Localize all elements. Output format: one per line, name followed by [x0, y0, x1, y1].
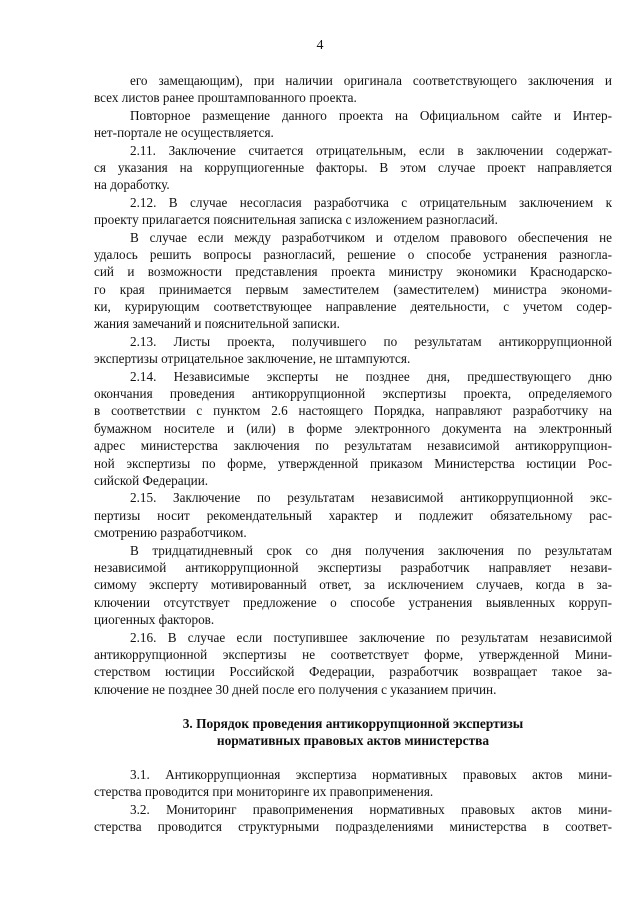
paragraph-line: симому эксперту мотивированный ответ, за исключением случаев, когда в за- — [94, 577, 612, 593]
paragraph — [94, 72, 612, 107]
paragraph-line: сий и возможности представления проекта министру экономики Краснодарско- — [94, 264, 612, 280]
paragraph-line: В случае если между разработчиком и отделом правового обеспечения не — [130, 229, 612, 245]
paragraph-line: адрес министерства заключения по результатам независимой антикоррупцион- — [94, 438, 612, 454]
paragraph-line: 2.13. Листы проекта, получившего по результатам антикоррупционной — [130, 333, 612, 349]
paragraph-line: жания замечаний и пояснительной записки. — [94, 316, 340, 332]
paragraph-line: ной экспертизы по форме, утвержденной приказом Министерства юстиции Рос- — [94, 455, 612, 471]
paragraph — [94, 629, 612, 699]
document-body — [94, 72, 612, 835]
paragraph-line: независимой антикоррупционной экспертизы разработчик направляет незави- — [94, 559, 612, 575]
paragraph-line: смотрению разработчиком. — [94, 525, 247, 541]
section-heading-line: 3. Порядок проведения антикоррупционной экспертизы — [182, 716, 524, 732]
paragraph-line: бумажном носителе и (или) в форме электронного документа на электронный — [94, 420, 612, 436]
paragraph-line: 3.2. Мониторинг правоприменения нормативных правовых актов мини- — [130, 801, 612, 817]
section-3-heading — [94, 715, 612, 750]
paragraph-line: ся указания на коррупциогенные факторы. В этом случае проект направляется — [94, 159, 612, 175]
paragraph-line: его замещающим), при наличии оригинала соответствующего заключения и — [130, 73, 612, 88]
paragraph — [94, 368, 612, 490]
paragraph-line: ключение не позднее 30 дней после его получения с указанием причин. — [94, 681, 497, 697]
paragraph-line: стерства проводится структурными подразделениями министерства в соответ- — [94, 819, 612, 835]
paragraph-line: циогенных факторов. — [94, 612, 215, 628]
paragraph-line: удалось решить вопросы разногласий, решение о способе устранения разногла- — [94, 246, 612, 262]
paragraph — [94, 194, 612, 229]
paragraph-line: стерством юстиции Российской Федерации, разработчик возвращает такое за- — [94, 664, 612, 680]
paragraph-line: ки, курирующим соответствующее направление деятельности, с учетом содер- — [94, 299, 612, 315]
paragraph-line: 2.12. В случае несогласия разработчика с отрицательным заключением к — [130, 194, 612, 210]
paragraph-line: 2.11. Заключение считается отрицательным, если в заключении содержат- — [130, 142, 612, 158]
paragraph-line: на доработку. — [94, 177, 170, 193]
paragraph-line: 2.14. Независимые эксперты не позднее дня, предшествующего дню — [130, 368, 612, 384]
paragraph — [94, 229, 612, 333]
page-number: 4 — [316, 38, 324, 53]
paragraph-line: 2.15. Заключение по результатам независимой антикоррупционной экс- — [130, 490, 612, 506]
paragraph-line: антикоррупционной экспертизы не соответствует форме, утвержденной Мини- — [94, 646, 612, 662]
paragraph-line: пертизы носит рекомендательный характер и подлежит обязательному рас- — [94, 507, 612, 523]
paragraph — [94, 142, 612, 194]
paragraph-line: 2.16. В случае если поступившее заключение по результатам независимой — [130, 629, 612, 645]
paragraph-line: стерства проводится при мониторинге их правоприменения. — [94, 784, 434, 800]
paragraph-line: Повторное размещение данного проекта на Официальном сайте и Интер- — [130, 107, 612, 123]
paragraph-line: ключении отсутствует предложение о способе устранения выявленных корруп- — [94, 594, 612, 610]
paragraph-line: проекту прилагается пояснительная записка с изложением разногласий. — [94, 212, 498, 228]
paragraph-line: в соответствии с пунктом 2.6 настоящего Порядка, направляют разработчику на — [94, 403, 612, 419]
paragraph-line: сийской Федерации. — [94, 472, 209, 488]
paragraph-line: 3.1. Антикоррупционная экспертиза нормативных правовых актов мини- — [130, 766, 612, 782]
paragraph — [94, 333, 612, 368]
paragraph-line: нет-портале не осуществляется. — [94, 125, 274, 141]
paragraph — [94, 766, 612, 801]
section-2-text — [94, 72, 612, 698]
section-heading-line: нормативных правовых актов министерства — [216, 733, 490, 749]
section-3-text — [94, 766, 612, 836]
paragraph — [94, 801, 612, 836]
paragraph — [94, 489, 612, 541]
paragraph-line: окончания проведения антикоррупционной экспертизы проекта, определяемого — [94, 386, 612, 402]
paragraph-line: всех листов ранее проштампованного проекта. — [94, 90, 357, 106]
paragraph — [94, 107, 612, 142]
paragraph — [94, 542, 612, 629]
paragraph-line: экспертизы отрицательное заключение, не штампуются. — [94, 351, 411, 367]
paragraph-line: В тридцатидневный срок со дня получения заключения по результатам — [130, 542, 612, 558]
paragraph-line: го края принимается первым заместителем (заместителем) министра экономи- — [94, 281, 612, 297]
